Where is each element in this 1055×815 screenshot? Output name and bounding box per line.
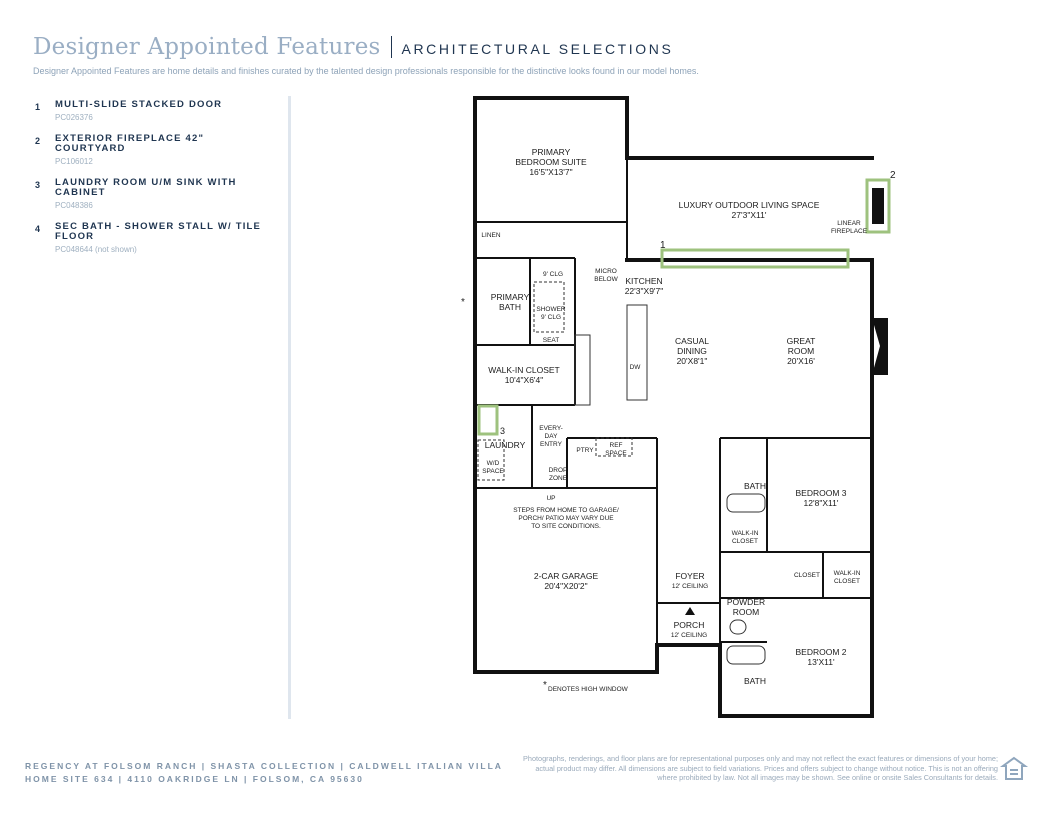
feature-number: 1 <box>35 102 41 112</box>
column-divider <box>288 96 291 719</box>
feature-code: PC048386 <box>55 201 93 210</box>
feature-number: 3 <box>35 180 41 190</box>
high-window-note: DENOTES HIGH WINDOW <box>548 686 628 693</box>
label-seat: SEAT <box>542 337 560 344</box>
label-shower-1: SHOWER <box>536 306 566 313</box>
address-line: HOME SITE 634 | 4110 OAKRIDGE LN | FOLSOM, CA 95630 <box>25 774 364 784</box>
room-dining-1: CASUAL <box>674 336 710 346</box>
feature-code: PC106012 <box>55 157 93 166</box>
room-walkin-closet-dim: 10'4"X6'4" <box>504 375 544 385</box>
room-bedroom3-dim: 12'8"X11' <box>803 498 839 508</box>
label-micro-1: MICRO <box>595 268 617 275</box>
room-great-dim: 20'X16' <box>787 356 815 366</box>
label-entry-3: ENTRY <box>540 441 562 448</box>
callout-laundry-sink-highlight <box>479 406 497 434</box>
feature-title: SEC BATH - SHOWER STALL W/ TILE FLOOR <box>55 221 262 242</box>
label-linen: LINEN <box>481 232 501 239</box>
room-laundry: LAUNDRY <box>484 440 526 450</box>
label-entry-1: EVERY- <box>539 425 563 432</box>
feature-code: PC026376 <box>55 113 93 122</box>
feature-number: 2 <box>35 136 41 146</box>
feature-title: EXTERIOR FIREPLACE 42" COURTYARD <box>55 133 205 154</box>
room-kitchen-name: KITCHEN <box>625 276 663 286</box>
room-great-2: ROOM <box>787 346 815 356</box>
room-porch-name: PORCH <box>673 620 705 630</box>
room-primary-suite-line2: BEDROOM SUITE <box>515 157 587 167</box>
label-9clg: 9' CLG <box>542 271 564 278</box>
fixtures <box>478 282 765 664</box>
page-description: Designer Appointed Features are home details and finishes curated by the talented design professionals responsible for the distinctive looks found in our model homes. <box>33 66 699 76</box>
label-wd-2: SPACE <box>482 468 504 475</box>
label-shower-2: 9' CLG <box>540 314 562 321</box>
label-linear-fireplace-1: LINEAR <box>837 220 861 227</box>
high-fireplace <box>872 318 888 375</box>
room-porch-note: 12' CEILING <box>670 632 708 639</box>
label-pantry: PTRY <box>576 447 594 454</box>
label-wd-1: W/D <box>486 460 500 467</box>
feature-number: 4 <box>35 224 41 234</box>
room-foyer-name: FOYER <box>675 571 705 581</box>
page-subtitle: ARCHITECTURAL SELECTIONS <box>401 41 674 57</box>
feature-item <box>35 222 270 254</box>
room-bath-2: BATH <box>743 676 767 686</box>
room-outdoor-name: LUXURY OUTDOOR LIVING SPACE <box>678 200 820 210</box>
room-primary-bath-2: BATH <box>498 302 522 312</box>
room-dining-dim: 20'X8'1" <box>676 356 708 366</box>
label-steps-1: STEPS FROM HOME TO GARAGE/ <box>513 507 619 514</box>
floor-plan <box>455 90 896 730</box>
label-bed3-closet-2: CLOSET <box>731 538 759 545</box>
community-info <box>25 760 503 786</box>
label-micro-2: BELOW <box>594 276 618 283</box>
callout-label-2: 2 <box>890 170 896 181</box>
room-walkin-closet-name: WALK-IN CLOSET <box>488 365 560 375</box>
entry-arrow-icon <box>685 607 695 615</box>
feature-code: PC048644 (not shown) <box>55 245 137 254</box>
note-asterisk: * <box>543 680 547 691</box>
community-line: REGENCY AT FOLSOM RANCH | SHASTA COLLECTION | CALDWELL ITALIAN VILLA <box>25 761 503 771</box>
room-bath-1: BATH <box>743 481 767 491</box>
equal-housing-opportunity-icon <box>1001 756 1027 782</box>
label-dw: DW <box>629 364 641 371</box>
room-primary-bath-1: PRIMARY <box>490 292 530 302</box>
label-linear-fireplace-2: FIREPLACE <box>830 228 868 235</box>
callout-label-1: 1 <box>660 240 666 251</box>
label-ref-2: SPACE <box>605 450 627 457</box>
feature-list <box>35 100 270 266</box>
label-entry-2: DAY <box>544 433 558 440</box>
room-bedroom2-name: BEDROOM 2 <box>795 647 847 657</box>
room-kitchen-dim: 22'3"X9'7" <box>624 286 664 296</box>
label-steps-3: TO SITE CONDITIONS. <box>531 523 601 530</box>
room-great-1: GREAT <box>786 336 816 346</box>
title-divider <box>391 36 392 58</box>
room-garage-name: 2-CAR GARAGE <box>533 571 599 581</box>
label-drop-1: DROP <box>548 467 568 474</box>
room-dining-2: DINING <box>677 346 707 356</box>
feature-item <box>35 100 270 122</box>
room-primary-suite-dim: 16'5"X13'7" <box>529 167 573 177</box>
room-primary-suite-line1: PRIMARY <box>531 147 571 157</box>
feature-item <box>35 134 270 166</box>
label-bed2-closet-1: WALK-IN <box>833 570 861 577</box>
room-bedroom2-dim: 13'X11' <box>807 657 835 667</box>
label-bed3-closet-1: WALK-IN <box>731 530 759 537</box>
room-outdoor-dim: 27'3"X11' <box>731 210 767 220</box>
disclaimer: Photographs, renderings, and floor plans are for representational purposes only and may not reflect the exact features or dimensions of your home; actual product may differ. All dimensions are subject to field variations. Prices and offers subject to change without notice. This is not an offering where prohibited by law. Not all images may be shown. See online or onsite Sales Consultants for details. <box>523 754 998 782</box>
high-window-asterisk: * <box>461 297 465 308</box>
feature-item <box>35 178 270 210</box>
page-title: Designer Appointed Features <box>33 34 381 60</box>
room-foyer-note: 12' CEILING <box>671 583 709 590</box>
callout-label-3: 3 <box>500 426 506 436</box>
label-ref-1: REF <box>609 442 623 449</box>
label-up: UP <box>546 495 556 502</box>
room-garage-dim: 20'4"X20'2" <box>544 581 588 591</box>
feature-title: MULTI-SLIDE STACKED DOOR <box>55 99 223 110</box>
room-powder-1: POWDER <box>726 597 766 607</box>
feature-title: LAUNDRY ROOM U/M SINK WITH CABINET <box>55 177 237 198</box>
label-bed2-closet-2: CLOSET <box>833 578 861 585</box>
label-steps-2: PORCH/ PATIO MAY VARY DUE <box>518 515 614 522</box>
room-bedroom3-name: BEDROOM 3 <box>795 488 847 498</box>
label-drop-2: ZONE <box>548 475 568 482</box>
page-header <box>33 34 673 60</box>
label-closet: CLOSET <box>793 572 821 579</box>
room-powder-2: ROOM <box>732 607 760 617</box>
